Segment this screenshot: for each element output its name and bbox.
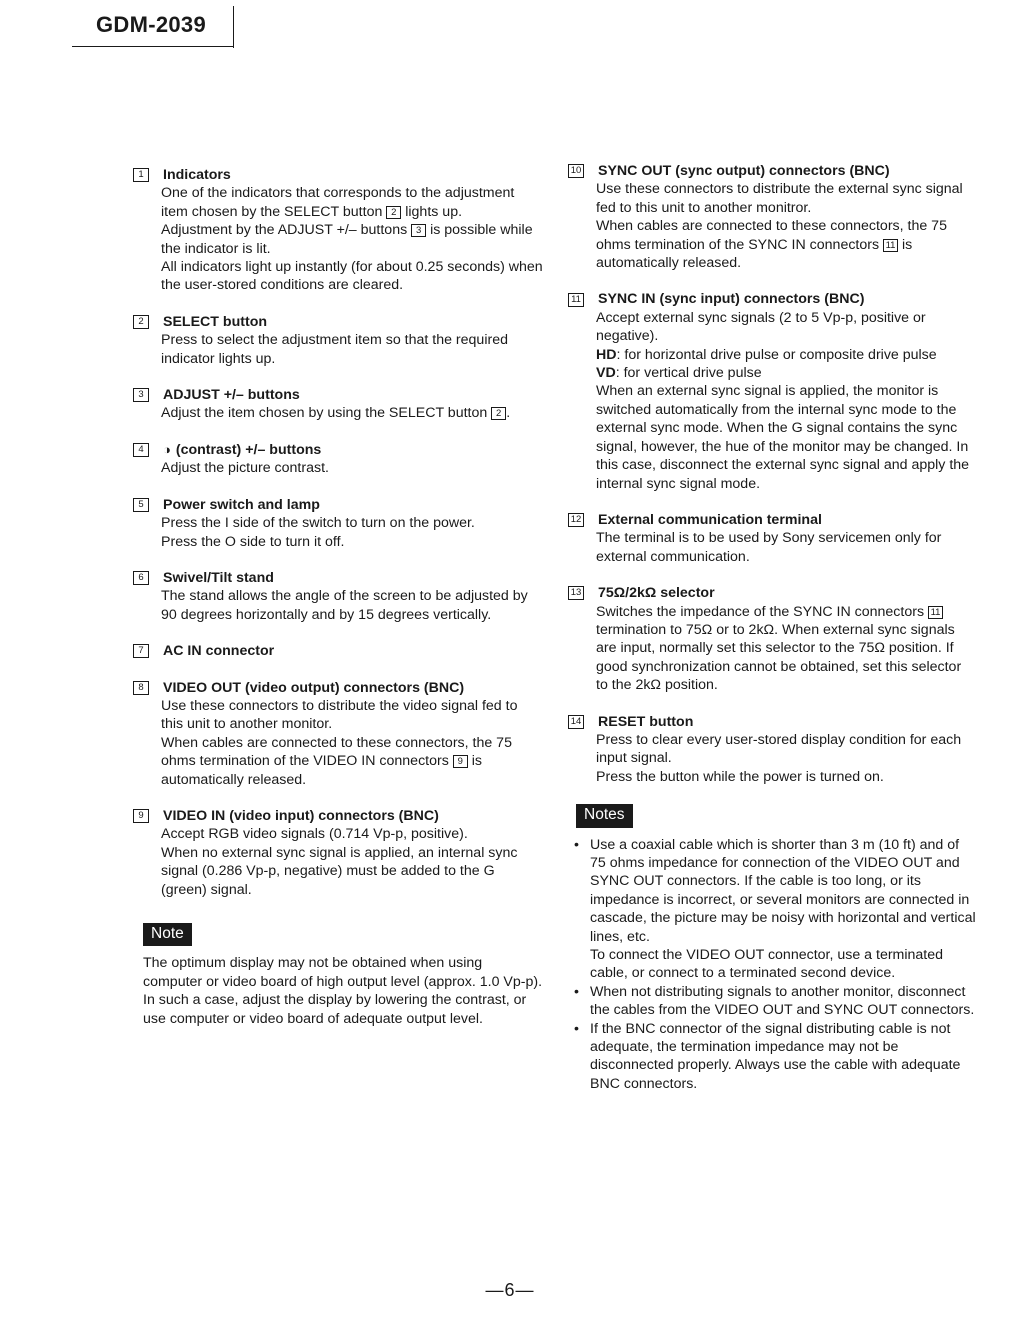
- item-8: [133, 679, 543, 789]
- item-body: [133, 514, 543, 551]
- item-number: 1: [133, 168, 149, 182]
- definition-text: : for horizontal drive pulse or composite drive pulse: [616, 346, 937, 363]
- item-heading: [133, 642, 543, 660]
- item-paragraph: Press to select the adjustment item so that the required indicator lights up.: [161, 332, 508, 367]
- notes-bullet-text: • When not distributing signals to another monitor, disconnect the cables from the VIDEO OUT and SYNC OUT connectors.: [590, 983, 975, 1019]
- item-heading: [133, 441, 543, 459]
- item-title: SYNC IN (sync input) connectors (BNC): [598, 291, 865, 308]
- item-title: AC IN connector: [163, 643, 275, 660]
- page-number: —6—: [485, 1280, 535, 1300]
- notes-bullet-text: • If the BNC connector of the signal distributing cable is not adequate, the termination impedance may not be disconnected properly. Always use the cable with adequate BNC connectors.: [590, 1020, 961, 1092]
- item-body: [133, 459, 543, 477]
- item-title: Swivel/Tilt stand: [163, 569, 274, 586]
- item-number: 7: [133, 644, 149, 658]
- item-paragraph: The stand allows the angle of the screen to be adjusted by 90 degrees horizontally and by 15 degrees vertically.: [161, 588, 528, 623]
- notes-bullet-text: • Use a coaxial cable which is shorter than 3 m (10 ft) and of 75 ohms impedance for connection of the VIDEO OUT and SYNC OUT connectors. If the cable is too long, or its impedance is incorrect, or several monitors are connected in cascade, the picture may be noisy with horizontal and vertical lines, etc.: [590, 836, 976, 945]
- item-title: ADJUST +/– buttons: [163, 387, 300, 404]
- item-body: [568, 180, 976, 272]
- right-item-list: [568, 162, 976, 786]
- item-paragraph: Accept RGB video signals (0.714 Vp-p, positive).: [161, 826, 468, 843]
- item-paragraph: When cables are connected to these connectors, the 75 ohms termination of the VIDEO IN connectors 9 is automatically released.: [161, 734, 512, 788]
- item-ref-number: 9: [453, 755, 468, 768]
- note-label: Note: [143, 923, 192, 946]
- item-paragraph: Switches the impedance of the SYNC IN connectors 11 termination to 75Ω or to 2kΩ. When external sync signals are input, normally set this selector to the 75Ω position. If good synchronization cannot be obtained, set this selector to the 2kΩ position.: [596, 603, 962, 694]
- notes-bullet: [568, 836, 976, 983]
- item-heading: [133, 386, 543, 404]
- item-6: [133, 569, 543, 624]
- item-paragraph: Use these connectors to distribute the video signal fed to this unit to another monitor.: [161, 697, 518, 733]
- notes-bullet-text: To connect the VIDEO OUT connector, use a terminated cable, or connect to a terminated second device.: [590, 947, 944, 982]
- item-title: External communication terminal: [598, 511, 822, 528]
- item-body: [568, 309, 976, 493]
- contrast-icon: ◑: [163, 441, 171, 457]
- header-rule-horizontal: [72, 46, 234, 47]
- item-number: 4: [133, 443, 149, 457]
- item-10: [568, 162, 976, 272]
- item-4: [133, 441, 543, 478]
- item-heading: [568, 290, 976, 308]
- item-heading: [568, 713, 976, 731]
- item-title: 75Ω/2kΩ selector: [598, 585, 715, 602]
- item-paragraph: All indicators light up instantly (for about 0.25 seconds) when the user-stored conditions are cleared.: [161, 259, 543, 294]
- item-paragraph: Press the I side of the switch to turn on the power.: [161, 515, 475, 532]
- item-paragraph: When an external sync signal is applied, the monitor is switched automatically from the internal sync mode to the external sync mode. When the G signal contains the sync signal, however, the hue of the monitor may be changed. In this case, disconnect the external sync signal and apply the internal sync signal mode.: [596, 383, 970, 492]
- definition-term: VD: [596, 365, 616, 382]
- item-title: SELECT button: [163, 313, 268, 330]
- item-heading: [133, 569, 543, 587]
- item-3: [133, 386, 543, 423]
- item-number: 10: [568, 164, 584, 178]
- definition-row: [596, 364, 976, 382]
- item-number: 9: [133, 809, 149, 823]
- item-title: (contrast) +/– buttons: [175, 441, 322, 458]
- item-number: 8: [133, 681, 149, 695]
- item-paragraph: Press to clear every user-stored display condition for each input signal.: [596, 731, 962, 767]
- item-title: Indicators: [163, 167, 231, 183]
- item-title: RESET button: [598, 713, 694, 730]
- item-body: [133, 184, 543, 294]
- item-paragraph: Press the button while the power is turned on.: [596, 768, 884, 785]
- item-paragraph: Accept external sync signals (2 to 5 Vp-p, positive or negative).: [596, 309, 926, 345]
- item-heading: [133, 166, 543, 184]
- item-2: [133, 313, 543, 368]
- item-heading: [133, 313, 543, 331]
- notes-block: [568, 804, 976, 1093]
- model-name: GDM-2039: [96, 12, 206, 37]
- right-column: [568, 162, 976, 1093]
- left-item-list: [133, 166, 543, 899]
- item-body: [568, 603, 976, 695]
- notes-bullet: [568, 983, 976, 1020]
- item-paragraph: One of the indicators that corresponds to the adjustment item chosen by the SELECT button 2 lights up.: [161, 185, 515, 220]
- item-paragraph: Adjustment by the ADJUST +/– buttons 3 is possible while the indicator is lit.: [161, 222, 533, 257]
- item-ref-number: 3: [411, 224, 426, 237]
- item-ref-number: 11: [928, 606, 943, 619]
- item-body: [133, 404, 543, 422]
- item-13: [568, 584, 976, 694]
- item-paragraph: Adjust the item chosen by using the SELECT button 2 .: [161, 405, 511, 422]
- item-body: [133, 587, 543, 624]
- item-title: VIDEO OUT (video output) connectors (BNC): [163, 679, 465, 696]
- left-column: [133, 166, 543, 1028]
- item-body: [568, 731, 976, 786]
- definition-row: [596, 346, 976, 364]
- item-number: 13: [568, 586, 584, 600]
- item-paragraph: Adjust the picture contrast.: [161, 460, 329, 477]
- item-paragraph: Use these connectors to distribute the external sync signal fed to this unit to another monitror.: [596, 181, 963, 216]
- item-paragraph: The terminal is to be used by Sony servicemen only for external communication.: [596, 530, 942, 565]
- item-7: [133, 642, 543, 660]
- item-heading: [568, 162, 976, 180]
- item-11: [568, 290, 976, 492]
- item-9: [133, 807, 543, 899]
- item-ref-number: 2: [386, 206, 401, 219]
- definition-text: : for vertical drive pulse: [615, 365, 762, 382]
- item-body: [133, 825, 543, 899]
- item-title: VIDEO IN (video input) connectors (BNC): [163, 807, 439, 824]
- item-body: [133, 697, 543, 789]
- item-paragraph: When cables are connected to these connectors, the 75 ohms termination of the SYNC IN connectors 11 is automatically released.: [596, 218, 947, 272]
- item-heading: [568, 511, 976, 529]
- item-number: 14: [568, 715, 584, 729]
- item-body: [133, 331, 543, 368]
- item-1: [133, 166, 543, 295]
- note-block: [133, 923, 543, 1028]
- item-14: [568, 713, 976, 787]
- item-title: SYNC OUT (sync output) connectors (BNC): [598, 163, 890, 179]
- notes-label: Notes: [576, 804, 633, 827]
- item-number: 5: [133, 498, 149, 512]
- item-title: Power switch and lamp: [163, 496, 320, 513]
- note-text: The optimum display may not be obtained when using computer or video board of high output level (approx. 1.0 Vp-p). In such a case, adjust the display by lowering the contrast, or use computer or video board of adequate output level.: [143, 955, 543, 1027]
- item-number: 6: [133, 571, 149, 585]
- notes-bullet: [568, 1020, 976, 1094]
- definition-term: HD: [596, 346, 617, 363]
- item-paragraph: When no external sync signal is applied, an internal sync signal (0.286 Vp-p, negative) must be added to the G (green) signal.: [161, 844, 518, 898]
- item-body: [568, 529, 976, 566]
- item-number: 2: [133, 315, 149, 329]
- item-12: [568, 511, 976, 566]
- item-heading: [133, 807, 543, 825]
- item-number: 11: [568, 293, 584, 307]
- item-heading: [133, 679, 543, 697]
- item-number: 12: [568, 513, 584, 527]
- item-ref-number: 2: [491, 407, 506, 420]
- item-number: 3: [133, 388, 149, 402]
- item-paragraph: Press the O side to turn it off.: [161, 533, 345, 550]
- item-heading: [133, 496, 543, 514]
- item-ref-number: 11: [883, 239, 898, 252]
- item-heading: [568, 584, 976, 602]
- item-5: [133, 496, 543, 551]
- header-rule-vertical: [233, 6, 234, 48]
- notes-list: [568, 836, 976, 1094]
